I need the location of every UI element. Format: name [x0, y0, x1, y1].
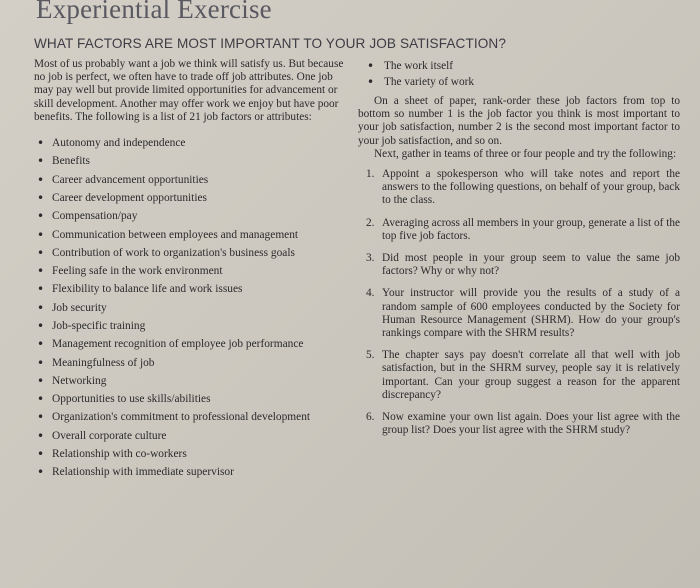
job-factor-item: • Organization's commitment to professional development: [52, 408, 354, 426]
job-factors-list-continued: [358, 58, 680, 90]
job-factor-item: • Meaningfulness of job: [52, 354, 354, 372]
step-text: Your instructor will provide you the results of a study of a random sample of 600 employees conducted by the Society for Human Resource Management (SHRM). How do your group's rankings compare with the SHRM results?: [382, 287, 680, 340]
step-text: Averaging across all members in your group, generate a list of the top five job factors.: [382, 216, 680, 242]
job-factor-item: • Compensation/pay: [52, 207, 354, 225]
ranking-instructions: On a sheet of paper, rank-order these job factors from top to bottom so number 1 is the job factor you think is most important to your job satisfaction, number 2 is the second most important factor to your job satisfaction, and so on.: [358, 95, 680, 147]
exercise-title: Experiential Exercise: [36, 0, 272, 24]
intro-paragraph: [34, 58, 354, 124]
step-number: 1.: [366, 168, 375, 181]
job-factor-item: • Flexibility to balance life and work issues: [52, 280, 354, 298]
step-text: Appoint a spokesperson who will take notes and report the answers to the following questions, on behalf of your group, back to the class.: [382, 168, 680, 207]
team-instructions: Next, gather in teams of three or four people and try the following:: [374, 147, 677, 160]
job-factor-item: • Relationship with immediate supervisor: [52, 463, 354, 481]
job-factor-item: • Job security: [52, 299, 354, 317]
exercise-step: [366, 287, 680, 340]
job-factor-item: • Career advancement opportunities: [52, 171, 354, 189]
job-factor-item: • Contribution of work to organization's business goals: [52, 244, 354, 262]
step-number: 2.: [366, 216, 375, 229]
step-number: 5.: [366, 349, 375, 362]
step-number: 6.: [366, 411, 375, 424]
job-factor-item: • Networking: [52, 372, 354, 390]
job-factors-list: [34, 134, 354, 482]
left-column: [34, 58, 354, 482]
job-factor-item: • Career development opportunities: [52, 189, 354, 207]
job-factor-item: • Job-specific training: [52, 317, 354, 335]
job-factor-item: • Opportunities to use skills/abilities: [52, 390, 354, 408]
job-factor-item: • Feeling safe in the work environment: [52, 262, 354, 280]
exercise-step: [366, 349, 680, 402]
step-text: Now examine your own list again. Does your list agree with the group list? Does your list agree with the SHRM study?: [382, 411, 680, 437]
job-factor-item: • Benefits: [52, 152, 354, 170]
job-factor-item: • Overall corporate culture: [52, 427, 354, 445]
job-factor-item: • Relationship with co-workers: [52, 445, 354, 463]
exercise-step: [366, 252, 680, 278]
step-number: 4.: [366, 287, 375, 300]
exercise-steps: [358, 168, 680, 437]
exercise-step: [366, 216, 680, 243]
job-factor-item: • Management recognition of employee job performance: [52, 335, 354, 353]
job-factor-item: • Communication between employees and management: [52, 226, 354, 244]
step-text: The chapter says pay doesn't correlate all that well with job satisfaction, but in the SHRM survey, people say it is relatively important. Can your group suggest a reason for the apparent discrepancy?: [382, 349, 680, 401]
job-factor-item: • Autonomy and independence: [52, 134, 354, 152]
step-text: Did most people in your group seem to value the same job factors? Why or why not?: [382, 252, 680, 278]
job-factor-item: • The work itself: [384, 58, 680, 74]
exercise-step: [366, 411, 680, 437]
step-number: 3.: [366, 252, 375, 265]
exercise-subtitle: WHAT FACTORS ARE MOST IMPORTANT TO YOUR JOB SATISFACTION?: [34, 36, 506, 51]
right-column: [358, 58, 680, 446]
job-factor-item: • The variety of work: [384, 74, 680, 90]
intro-text: Most of us probably want a job we think will satisfy us. But because no job is perfect, we often have to trade off job attributes. One job may pay well but provide limited opportunities for advancement or skill development. Another may offer work we enjoy but have poor benefits. The following is a list of 21 job factors or attributes:: [34, 58, 344, 123]
exercise-step: [366, 168, 680, 208]
